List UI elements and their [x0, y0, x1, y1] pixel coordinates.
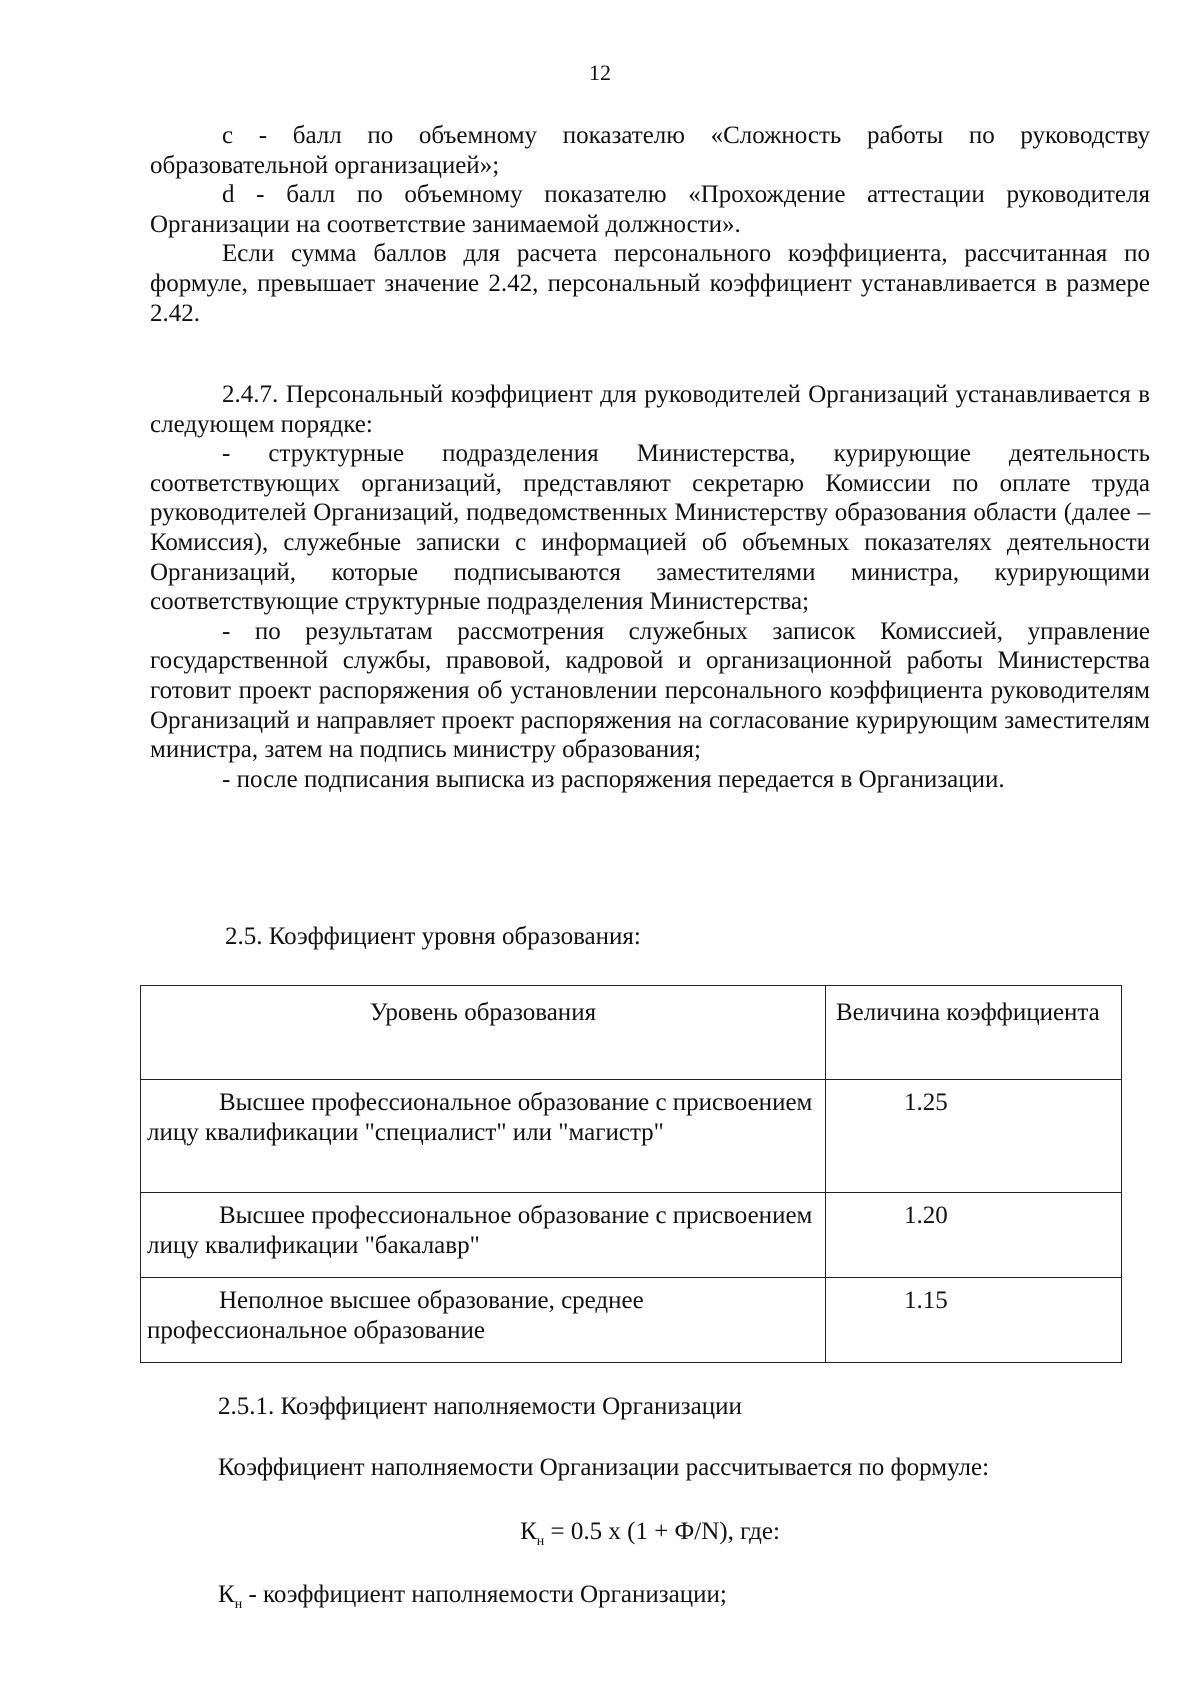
table-header-value: Величина коэффициента	[826, 986, 1122, 1080]
paragraph-c: c - балл по объемному показателю «Сложность работы по руководству образовательной организацией»;	[150, 122, 1150, 179]
table-cell-level: Высшее профессиональное образование с присвоением лицу квалификации "бакалавр"	[141, 1193, 826, 1278]
education-coefficient-table	[140, 985, 1122, 1363]
definition-k-subscript: н	[234, 1597, 243, 1612]
table-cell-level: Неполное высшее образование, среднее профессиональное образование	[141, 1278, 826, 1363]
definition-text: - коэффициент наполняемости Организации;	[242, 1581, 727, 1608]
definition-kn	[218, 1580, 1138, 1620]
page-number: 12	[589, 60, 611, 85]
table-cell-value: 1.15	[826, 1278, 1122, 1363]
definition-block	[218, 1580, 1138, 1620]
definition-k: К	[218, 1581, 235, 1608]
table-row	[141, 1193, 1122, 1278]
table-cell-level: Высшее профессиональное образование с присвоением лицу квалификации "специалист" или "магистр"	[141, 1080, 826, 1193]
table-cell-value: 1.25	[826, 1080, 1122, 1193]
formula-intro: Коэффициент наполняемости Организации рассчитывается по формуле:	[218, 1454, 990, 1481]
section-2-5-1	[218, 1392, 1138, 1422]
section-2-4-7-item-1: - структурные подразделения Министерства, курирующие деятельность соответствующих организаций, представляют секретарю Комиссии по оплате труда руководителей Организаций, подведомственных Министерству образования области (далее – Комиссия), служебные записки с информацией об объемных показателях деятельности Организаций, которые подписываются заместителями министра, курирующими соответствующие структурные подразделения Министерства;	[150, 440, 1150, 616]
section-2-5	[225, 922, 1125, 952]
table-row	[141, 1080, 1122, 1193]
formula-k: К	[520, 1518, 537, 1545]
section-2-5-heading: 2.5. Коэффициент уровня образования:	[225, 923, 641, 950]
section-2-4-7-item-2: - по результатам рассмотрения служебных записок Комиссией, управление государственной службы, правовой, кадровой и организационной работы Министерства готовит проект распоряжения об установлении персонального коэффициента руководителям Организаций и направляет проект распоряжения на согласование курирующим заместителям министра, затем на подпись министру образования;	[150, 617, 1150, 764]
table-header-row	[141, 986, 1122, 1080]
paragraph-d: d - балл по объемному показателю «Прохождение аттестации руководителя Организации на соответствие занимаемой должности».	[150, 181, 1150, 238]
section-2-5-1-heading: 2.5.1. Коэффициент наполняемости Организации	[218, 1393, 742, 1420]
fill-coefficient-formula	[0, 1517, 1200, 1557]
formula-expression: = 0.5 х (1 + Ф/N), где:	[544, 1518, 780, 1545]
section-2-4-7	[150, 380, 1150, 794]
table-cell-value: 1.20	[826, 1193, 1122, 1278]
table-row	[141, 1278, 1122, 1363]
formula-k-subscript: н	[536, 1534, 545, 1549]
section-2-4-7-item-3: - после подписания выписка из распоряжения передается в Организации.	[222, 765, 1005, 793]
table-header-level: Уровень образования	[141, 986, 826, 1080]
paragraph-limit: Если сумма баллов для расчета персонального коэффициента, рассчитанная по формуле, превышает значение 2.42, персональный коэффициент устанавливается в размере 2.42.	[150, 240, 1150, 327]
formula-intro-block	[218, 1453, 1138, 1483]
section-top	[150, 121, 1150, 328]
section-2-4-7-heading: 2.4.7. Персональный коэффициент для руководителей Организаций устанавливается в следующем порядке:	[150, 381, 1150, 438]
